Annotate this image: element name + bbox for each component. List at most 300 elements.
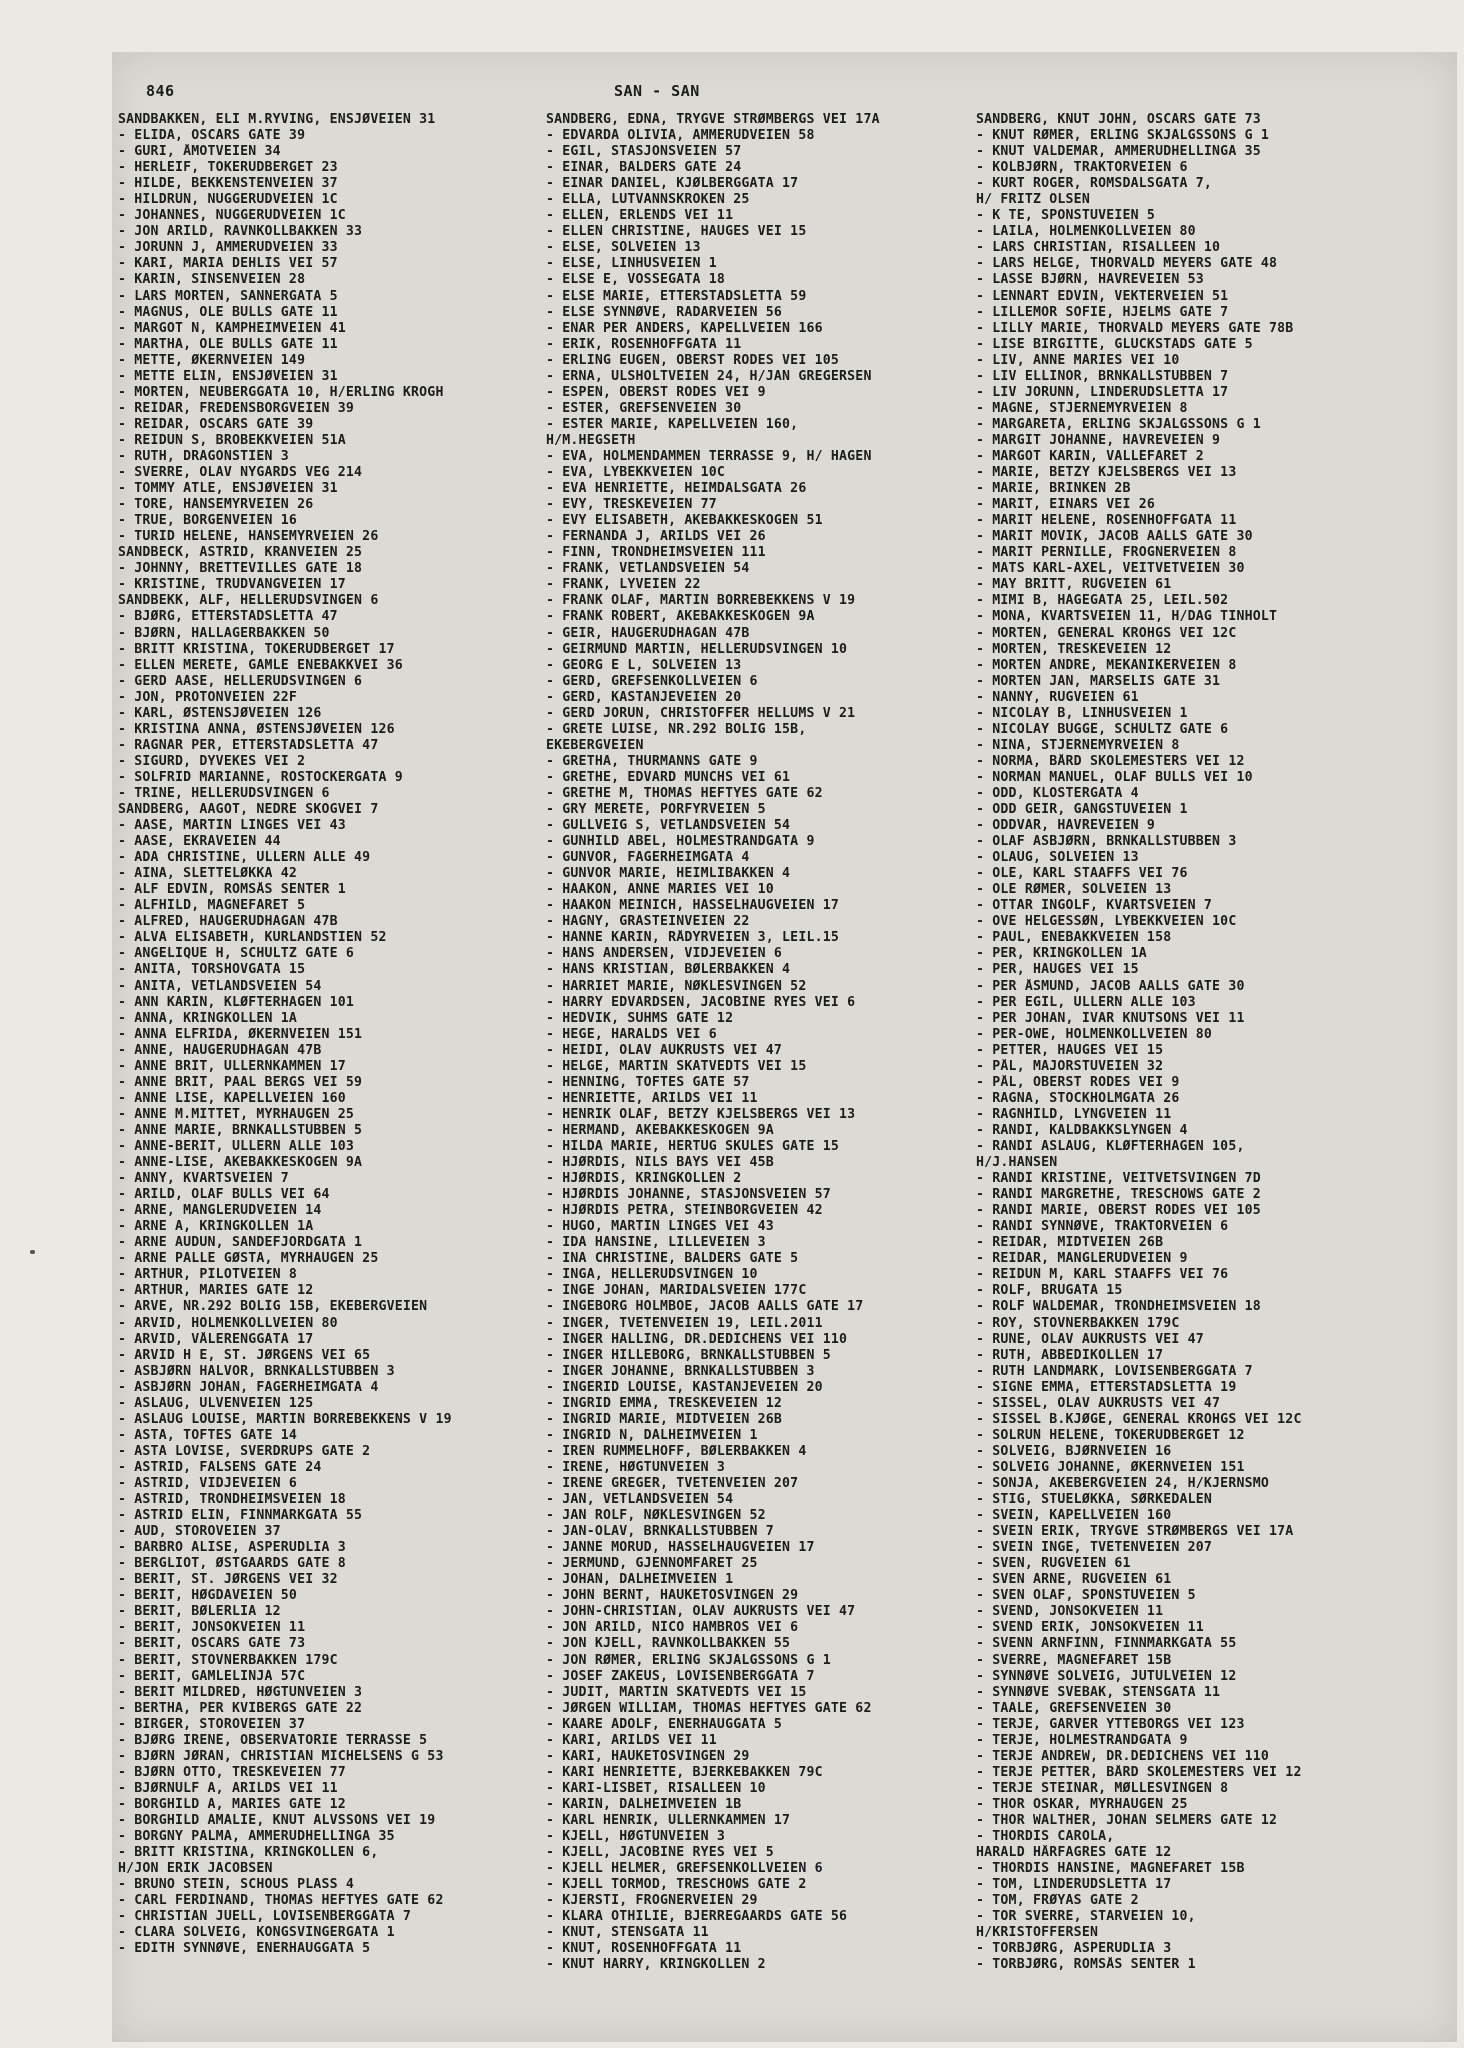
listing-entry: - MARIT MOVIK, JACOB AALLS GATE 30 <box>976 529 1253 545</box>
listing-entry: - INA CHRISTINE, BALDERS GATE 5 <box>546 1251 799 1267</box>
listing-entry: - JORUNN J, AMMERUDVEIEN 33 <box>118 240 338 256</box>
listing-entry: - HJØRDIS JOHANNE, STASJONSVEIEN 57 <box>546 1187 831 1203</box>
listing-entry: - HJØRDIS, KRINGKOLLEN 2 <box>546 1171 742 1187</box>
listing-entry: - GEIRMUND MARTIN, HELLERUDSVINGEN 10 <box>546 641 848 657</box>
listing-entry: - RUTH, DRAGONSTIEN 3 <box>118 448 289 464</box>
listing-entry: - OLAUG, SOLVEIEN 13 <box>976 850 1139 866</box>
listing-entry: - ELLA, LUTVANNSKROKEN 25 <box>546 192 750 208</box>
listing-entry: - LARS HELGE, THORVALD MEYERS GATE 48 <box>976 256 1278 272</box>
listing-entry: - ASLAUG, ULVENVEIEN 125 <box>118 1395 314 1411</box>
listing-entry: - HANS KRISTIAN, BØLERBAKKEN 4 <box>546 962 791 978</box>
listing-entry: SANDBEKK, ALF, HELLERUDSVINGEN 6 <box>118 593 379 609</box>
listing-entry: - EVY ELISABETH, AKEBAKKESKOGEN 51 <box>546 513 823 529</box>
listing-entry: - ANN KARIN, KLØFTERHAGEN 101 <box>118 994 355 1010</box>
listing-entry: - HILDE, BEKKENSTENVEIEN 37 <box>118 176 338 192</box>
listing-entry: - HELGE, MARTIN SKATVEDTS VEI 15 <box>546 1058 807 1074</box>
listing-entry: - ANNE M.MITTET, MYRHAUGEN 25 <box>118 1106 355 1122</box>
listing-entry: - BRITT KRISTINA, TOKERUDBERGET 17 <box>118 641 395 657</box>
listing-entry: - MATS KARL-AXEL, VEITVETVEIEN 30 <box>976 561 1245 577</box>
listing-entry: - AINA, SLETTELØKKA 42 <box>118 866 298 882</box>
listing-entry: - MORTEN, TRESKEVEIEN 12 <box>976 641 1172 657</box>
listing-entry: - ANNE-LISE, AKEBAKKESKOGEN 9A <box>118 1155 363 1171</box>
listing-entry: - SOLVEIG, BJØRNVEIEN 16 <box>976 1443 1172 1459</box>
listing-entry: - PÅL, OBERST RODES VEI 9 <box>976 1074 1180 1090</box>
listing-entry: - REIDAR, OSCARS GATE 39 <box>118 416 314 432</box>
listing-entry: - ELSE, SOLVEIEN 13 <box>546 240 701 256</box>
listing-entry: - KJELL, HØGTUNVEIEN 3 <box>546 1829 726 1845</box>
listing-entry: - ANNE BRIT, ULLERNKAMMEN 17 <box>118 1058 346 1074</box>
listing-entry: - OVE HELGESSØN, LYBEKKVEIEN 10C <box>976 914 1237 930</box>
listing-entry: - KJERSTI, FROGNERVEIEN 29 <box>546 1893 758 1909</box>
listing-entry: - MORTEN, NEUBERGGATA 10, H/ERLING KROGH <box>118 384 444 400</box>
listing-entry: - MORTEN, GENERAL KROHGS VEI 12C <box>976 625 1237 641</box>
listing-entry: - ANITA, TORSHOVGATA 15 <box>118 962 306 978</box>
listing-entry: - SVEN OLAF, SPONSTUVEIEN 5 <box>976 1588 1196 1604</box>
listing-entry: - TOM, FRØYAS GATE 2 <box>976 1893 1139 1909</box>
listing-entry: - ODDVAR, HAVREVEIEN 9 <box>976 818 1156 834</box>
listing-entry: - IRENE GREGER, TVETENVEIEN 207 <box>546 1475 799 1491</box>
listing-entry: - ANGELIQUE H, SCHULTZ GATE 6 <box>118 946 355 962</box>
listing-entry: - LIV, ANNE MARIES VEI 10 <box>976 352 1180 368</box>
listing-entry: - PAUL, ENEBAKKVEIEN 158 <box>976 930 1172 946</box>
listing-entry: - OTTAR INGOLF, KVARTSVEIEN 7 <box>976 898 1213 914</box>
listing-entry: - RANDI ASLAUG, KLØFTERHAGEN 105, <box>976 1139 1245 1154</box>
listing-entry: - ARTHUR, MARIES GATE 12 <box>118 1283 314 1299</box>
listing-entry: - RANDI MARGRETHE, TRESCHOWS GATE 2 <box>976 1187 1261 1203</box>
listing-entry: - NANNY, RUGVEIEN 61 <box>976 689 1139 705</box>
listing-entry: - REIDAR, FREDENSBORGVEIEN 39 <box>118 400 355 416</box>
listing-entry: - REIDAR, MANGLERUDVEIEN 9 <box>976 1251 1188 1267</box>
listing-entry: - HJØRDIS PETRA, STEINBORGVEIEN 42 <box>546 1203 823 1219</box>
listing-entry: - LARS MORTEN, SANNERGATA 5 <box>118 288 338 304</box>
listing-entry: - SVENN ARNFINN, FINNMARKGATA 55 <box>976 1636 1237 1652</box>
listing-entry: - ASTRID, FALSENS GATE 24 <box>118 1459 322 1475</box>
listing-entry: - KURT ROGER, ROMSDALSGATA 7, <box>976 176 1213 192</box>
listing-entry: - KARIN, DALHEIMVEIEN 1B <box>546 1796 742 1812</box>
listing-entry: - ARVID H E, ST. JØRGENS VEI 65 <box>118 1347 371 1363</box>
listing-entry: - ARVID, HOLMENKOLLVEIEN 80 <box>118 1315 338 1331</box>
listing-entry: - JAN, VETLANDSVEIEN 54 <box>546 1492 734 1508</box>
listing-entry: - GERD JORUN, CHRISTOFFER HELLUMS V 21 <box>546 705 856 721</box>
listing-entry: - MARGOT N, KAMPHEIMVEIEN 41 <box>118 320 346 336</box>
listing-entry: - MORTEN ANDRE, MEKANIKERVEIEN 8 <box>976 657 1237 673</box>
listing-entry: - LENNART EDVIN, VEKTERVEIEN 51 <box>976 288 1229 304</box>
listing-entry: - BERIT, STOVNERBAKKEN 179C <box>118 1652 338 1668</box>
listing-entry: - RUTH LANDMARK, LOVISENBERGGATA 7 <box>976 1363 1253 1379</box>
listing-entry: - SISSEL, OLAV AUKRUSTS VEI 47 <box>976 1395 1221 1411</box>
listing-entry: - HERMAND, AKEBAKKESKOGEN 9A <box>546 1122 774 1138</box>
listing-entry: - SVEIN INGE, TVETENVEIEN 207 <box>976 1540 1213 1556</box>
listing-entry: - AASE, MARTIN LINGES VEI 43 <box>118 818 346 834</box>
listing-entry: - JON ARILD, RAVNKOLLBAKKEN 33 <box>118 224 363 240</box>
listing-entry: - BJØRN JØRAN, CHRISTIAN MICHELSENS G 53 <box>118 1748 444 1764</box>
listing-entry: - SOLRUN HELENE, TOKERUDBERGET 12 <box>976 1427 1245 1443</box>
listing-entry: - ARNE, MANGLERUDVEIEN 14 <box>118 1203 322 1219</box>
listing-entry: - BERIT, HØGDAVEIEN 50 <box>118 1588 298 1604</box>
listing-entry: - MARIE, BETZY KJELSBERGS VEI 13 <box>976 465 1237 481</box>
listing-entry: - KJELL TORMOD, TRESCHOWS GATE 2 <box>546 1877 807 1893</box>
listing-entry: - HENNING, TOFTES GATE 57 <box>546 1074 750 1090</box>
listing-entry: - TOM, LINDERUDSLETTA 17 <box>976 1877 1172 1893</box>
listing-entry: H/M.HEGSETH <box>546 432 636 448</box>
listing-entry: - RAGNAR PER, ETTERSTADSLETTA 47 <box>118 737 379 753</box>
listing-entry: - JON RØMER, ERLING SKJALGSSONS G 1 <box>546 1652 831 1668</box>
listing-entry: - ERLING EUGEN, OBERST RODES VEI 105 <box>546 352 840 368</box>
listing-entry: - TERJE PETTER, BÅRD SKOLEMESTERS VEI 12 <box>976 1764 1302 1780</box>
listing-entry: - TERJE, GARVER YTTEBORGS VEI 123 <box>976 1716 1245 1732</box>
listing-entry: - INGA, HELLERUDSVINGEN 10 <box>546 1267 758 1283</box>
listing-entry: H/JON ERIK JACOBSEN <box>118 1861 273 1877</box>
listing-entry: - PER EGIL, ULLERN ALLE 103 <box>976 994 1196 1010</box>
listing-entry: - BERTHA, PER KVIBERGS GATE 22 <box>118 1700 363 1716</box>
listing-entry: - KNUT VALDEMAR, AMMERUDHELLINGA 35 <box>976 144 1261 160</box>
listing-entry: H/J.HANSEN <box>976 1155 1058 1171</box>
listing-entry: - EGIL, STASJONSVEIEN 57 <box>546 144 742 160</box>
listing-entry: - AASE, EKRAVEIEN 44 <box>118 834 281 850</box>
listing-entry: - ELLEN, ERLENDS VEI 11 <box>546 208 734 224</box>
listing-entry: - ELSE, LINHUSVEIEN 1 <box>546 256 717 272</box>
listing-entry: - ODD GEIR, GANGSTUVEIEN 1 <box>976 802 1188 818</box>
listing-entry: - SVERRE, OLAV NYGARDS VEG 214 <box>118 465 363 481</box>
listing-entry: - INGRID EMMA, TRESKEVEIEN 12 <box>546 1395 783 1411</box>
listing-entry: - MARTHA, OLE BULLS GATE 11 <box>118 336 338 352</box>
listing-entry: - ELSE E, VOSSEGATA 18 <box>546 272 726 288</box>
listing-entry: - OLAF ASBJØRN, BRNKALLSTUBBEN 3 <box>976 834 1237 850</box>
listing-entry: - MORTEN JAN, MARSELIS GATE 31 <box>976 673 1221 689</box>
listing-entry: - GEORG E L, SOLVEIEN 13 <box>546 657 742 673</box>
listing-entry: - RUTH, ABBEDIKOLLEN 17 <box>976 1347 1164 1363</box>
listing-entry: - JOSEF ZAKEUS, LOVISENBERGGATA 7 <box>546 1668 815 1684</box>
listing-entry: - ASBJØRN JOHAN, FAGERHEIMGATA 4 <box>118 1379 379 1395</box>
listing-entry: - FRANK, LYVEIEN 22 <box>546 577 701 593</box>
listing-entry: - HANNE KARIN, RÅDYRVEIEN 3, LEIL.15 <box>546 930 840 946</box>
listing-entry: - KARL HENRIK, ULLERNKAMMEN 17 <box>546 1812 791 1828</box>
column-left <box>118 112 508 1957</box>
listing-entry: - BIRGER, STOROVEIEN 37 <box>118 1716 306 1732</box>
listing-entry: - SOLFRID MARIANNE, ROSTOCKERGATA 9 <box>118 769 403 785</box>
listing-entry: HARALD HÅRFAGRES GATE 12 <box>976 1845 1172 1861</box>
listing-entry: - KJELL HELMER, GREFSENKOLLVEIEN 6 <box>546 1861 823 1877</box>
listing-entry: - KARI, HAUKETOSVINGEN 29 <box>546 1748 750 1764</box>
listing-entry: - SISSEL B.KJØGE, GENERAL KROHGS VEI 12C <box>976 1411 1302 1427</box>
listing-entry: - ANNA ELFRIDA, ØKERNVEIEN 151 <box>118 1026 363 1042</box>
listing-entry: - ELLEN CHRISTINE, HAUGES VEI 15 <box>546 224 807 240</box>
listing-entry: SANDBERG, AAGOT, NEDRE SKOGVEI 7 <box>118 802 379 818</box>
listing-entry: - ASTA, TOFTES GATE 14 <box>118 1427 298 1443</box>
listing-entry: - RANDI KRISTINE, VEITVETSVINGEN 7D <box>976 1171 1261 1187</box>
page-number: 846 <box>146 82 175 100</box>
listing-entry: - GRY MERETE, PORFYRVEIEN 5 <box>546 802 766 818</box>
listing-entry: - INGRID N, DALHEIMVEIEN 1 <box>546 1427 758 1443</box>
listing-entry: - GUNVOR MARIE, HEIMLIBAKKEN 4 <box>546 866 791 882</box>
listing-entry: - ELIDA, OSCARS GATE 39 <box>118 128 306 144</box>
listing-entry: - ESPEN, OBERST RODES VEI 9 <box>546 384 766 400</box>
listing-entry: - RAGNHILD, LYNGVEIEN 11 <box>976 1106 1172 1122</box>
listing-entry: - INGERID LOUISE, KASTANJEVEIEN 20 <box>546 1379 823 1395</box>
listing-entry: - HAAKON MEINICH, HASSELHAUGVEIEN 17 <box>546 898 840 914</box>
listing-entry: - ASBJØRN HALVOR, BRNKALLSTUBBEN 3 <box>118 1363 395 1379</box>
listing-entry: - METTE ELIN, ENSJØVEIEN 31 <box>118 368 338 384</box>
listing-entry: - JON ARILD, NICO HAMBROS VEI 6 <box>546 1620 799 1636</box>
listing-entry: - OLE RØMER, SOLVEIEN 13 <box>976 882 1172 898</box>
listing-entry: - TAALE, GREFSENVEIEN 30 <box>976 1700 1172 1716</box>
listing-entry: - INGER HALLING, DR.DEDICHENS VEI 110 <box>546 1331 848 1347</box>
listing-entry: - INGEBORG HOLMBOE, JACOB AALLS GATE 17 <box>546 1299 864 1315</box>
listing-entry: - PER JOHAN, IVAR KNUTSONS VEI 11 <box>976 1010 1245 1026</box>
listing-entry: - HENRIK OLAF, BETZY KJELSBERGS VEI 13 <box>546 1106 856 1122</box>
listing-entry: - RAGNA, STOCKHOLMGATA 26 <box>976 1090 1180 1106</box>
listing-entry: - MAGNE, STJERNEMYRVEIEN 8 <box>976 400 1188 416</box>
listing-entry: - GRETHE M, THOMAS HEFTYES GATE 62 <box>546 785 823 801</box>
listing-entry: - KARI, ARILDS VEI 11 <box>546 1732 717 1748</box>
listing-entry: - RUNE, OLAV AUKRUSTS VEI 47 <box>976 1331 1204 1347</box>
listing-entry: - FRANK OLAF, MARTIN BORREBEKKENS V 19 <box>546 593 856 609</box>
listing-entry: - ANNE LISE, KAPELLVEIEN 160 <box>118 1090 346 1106</box>
listing-entry: - MARIE, BRINKEN 2B <box>976 481 1131 497</box>
listing-entry: - NORMAN MANUEL, OLAF BULLS VEI 10 <box>976 769 1253 785</box>
listing-entry: - LARS CHRISTIAN, RISALLEEN 10 <box>976 240 1221 256</box>
listing-entry: - K TE, SPONSTUVEIEN 5 <box>976 208 1156 224</box>
listing-entry: - ROLF WALDEMAR, TRONDHEIMSVEIEN 18 <box>976 1299 1261 1315</box>
listing-entry: - TERJE ANDREW, DR.DEDICHENS VEI 110 <box>976 1748 1270 1764</box>
listing-entry: - THOR WALTHER, JOHAN SELMERS GATE 12 <box>976 1812 1278 1828</box>
listing-entry: - NICOLAY BUGGE, SCHULTZ GATE 6 <box>976 721 1229 737</box>
listing-entry: - INGER, TVETENVEIEN 19, LEIL.2011 <box>546 1315 823 1331</box>
listing-entry: - EVY, TRESKEVEIEN 77 <box>546 497 717 513</box>
listing-entry: - ERNA, ULSHOLTVEIEN 24, H/JAN GREGERSEN <box>546 368 872 384</box>
listing-entry: - ANNE, HAUGERUDHAGAN 47B <box>118 1042 322 1058</box>
listing-entry: - ANNE BRIT, PAAL BERGS VEI 59 <box>118 1074 363 1090</box>
listing-entry: - KNUT RØMER, ERLING SKJALGSSONS G 1 <box>976 128 1270 144</box>
listing-entry: - GRETHE, EDVARD MUNCHS VEI 61 <box>546 769 791 785</box>
listing-entry: - HILDA MARIE, HERTUG SKULES GATE 15 <box>546 1139 840 1154</box>
listing-entry: - LIV JORUNN, LINDERUDSLETTA 17 <box>976 384 1229 400</box>
listing-entry: - RANDI SYNNØVE, TRAKTORVEIEN 6 <box>976 1219 1229 1235</box>
listing-entry: - THORDIS CAROLA, <box>976 1829 1115 1845</box>
listing-entry: - ODD, KLOSTERGATA 4 <box>976 785 1139 801</box>
listing-entry: - TRINE, HELLERUDSVINGEN 6 <box>118 785 330 801</box>
listing-entry: - ELSE MARIE, ETTERSTADSLETTA 59 <box>546 288 807 304</box>
listing-entry: - MARIT, EINARS VEI 26 <box>976 497 1156 513</box>
listing-entry: - HEIDI, OLAV AUKRUSTS VEI 47 <box>546 1042 783 1058</box>
listing-entry: - JOHNNY, BRETTEVILLES GATE 18 <box>118 561 363 577</box>
listing-entry: - ARNE AUDUN, SANDEFJORDGATA 1 <box>118 1235 363 1251</box>
listing-entry: - KLARA OTHILIE, BJERREGAARDS GATE 56 <box>546 1909 848 1925</box>
listing-entry: - BORGHILD A, MARIES GATE 12 <box>118 1796 346 1812</box>
listing-entry: - BORGNY PALMA, AMMERUDHELLINGA 35 <box>118 1829 395 1845</box>
listing-entry: - ASTA LOVISE, SVERDRUPS GATE 2 <box>118 1443 371 1459</box>
listing-entry: - TOMMY ATLE, ENSJØVEIEN 31 <box>118 481 338 497</box>
listing-entry: - HUGO, MARTIN LINGES VEI 43 <box>546 1219 774 1235</box>
listing-entry: - EDVARDA OLIVIA, AMMERUDVEIEN 58 <box>546 128 815 144</box>
listing-entry: - ALF EDVIN, ROMSÅS SENTER 1 <box>118 882 346 898</box>
listing-entry: - GRETHA, THURMANNS GATE 9 <box>546 753 758 769</box>
listing-entry: - JON, PROTONVEIEN 22F <box>118 689 298 705</box>
listing-entry: - LAILA, HOLMENKOLLVEIEN 80 <box>976 224 1196 240</box>
listing-entry: - KRISTINE, TRUDVANGVEIEN 17 <box>118 577 346 593</box>
listing-entry: - ALVA ELISABETH, KURLANDSTIEN 52 <box>118 930 387 946</box>
listing-entry: - SVEND, JONSOKVEIEN 11 <box>976 1604 1164 1620</box>
listing-entry: - IREN RUMMELHOFF, BØLERBAKKEN 4 <box>546 1443 807 1459</box>
listing-entry: - SVEIN ERIK, TRYGVE STRØMBERGS VEI 17A <box>976 1524 1294 1540</box>
listing-entry: - SIGURD, DYVEKES VEI 2 <box>118 753 306 769</box>
listing-entry: - KNUT HARRY, KRINGKOLLEN 2 <box>546 1957 766 1973</box>
listing-entry: - HAAKON, ANNE MARIES VEI 10 <box>546 882 774 898</box>
listing-entry: - ANNE-BERIT, ULLERN ALLE 103 <box>118 1139 355 1154</box>
listing-entry: - HANS ANDERSEN, VIDJEVEIEN 6 <box>546 946 783 962</box>
listing-entry: - TERJE STEINAR, MØLLESVINGEN 8 <box>976 1780 1229 1796</box>
listing-entry: - THORDIS HANSINE, MAGNEFARET 15B <box>976 1861 1245 1877</box>
listing-entry: - SONJA, AKEBERGVEIEN 24, H/KJERNSMO <box>976 1475 1270 1491</box>
listing-entry: - IRENE, HØGTUNVEIEN 3 <box>546 1459 726 1475</box>
listing-entry: H/ FRITZ OLSEN <box>976 192 1090 208</box>
listing-entry: SANDBAKKEN, ELI M.RYVING, ENSJØVEIEN 31 <box>118 112 436 127</box>
listing-entry: - JOHN BERNT, HAUKETOSVINGEN 29 <box>546 1588 799 1604</box>
listing-entry: - ESTER, GREFSENVEIEN 30 <box>546 400 742 416</box>
listing-entry: - REIDUN S, BROBEKKVEIEN 51A <box>118 432 346 448</box>
listing-entry: - KARL, ØSTENSJØVEIEN 126 <box>118 705 322 721</box>
listing-entry: - ARNE PALLE GØSTA, MYRHAUGEN 25 <box>118 1251 379 1267</box>
listing-entry: - FERNANDA J, ARILDS VEI 26 <box>546 529 766 545</box>
listing-entry: - NINA, STJERNEMYRVEIEN 8 <box>976 737 1180 753</box>
listing-entry: - ELSE SYNNØVE, RADARVEIEN 56 <box>546 304 783 320</box>
listing-entry: - STIG, STUELØKKA, SØRKEDALEN <box>976 1492 1213 1508</box>
listing-entry: - INGE JOHAN, MARIDALSVEIEN 177C <box>546 1283 807 1299</box>
listing-entry: - THOR OSKAR, MYRHAUGEN 25 <box>976 1796 1188 1812</box>
listing-entry: H/KRISTOFFERSEN <box>976 1925 1099 1941</box>
listing-entry: - IDA HANSINE, LILLEVEIEN 3 <box>546 1235 766 1251</box>
listing-entry: - ANNY, KVARTSVEIEN 7 <box>118 1171 289 1187</box>
listing-entry: SANDBERG, KNUT JOHN, OSCARS GATE 73 <box>976 112 1261 127</box>
listing-entry: - FINN, TRONDHEIMSVEIEN 111 <box>546 545 766 561</box>
listing-entry: - HJØRDIS, NILS BAYS VEI 45B <box>546 1155 774 1171</box>
listing-entry: - TRUE, BORGENVEIEN 16 <box>118 513 298 529</box>
listing-entry: - GERD AASE, HELLERUDSVINGEN 6 <box>118 673 363 689</box>
listing-entry: - JØRGEN WILLIAM, THOMAS HEFTYES GATE 62 <box>546 1700 872 1716</box>
listing-entry: - TERJE, HOLMESTRANDGATA 9 <box>976 1732 1188 1748</box>
listing-entry: - EINAR DANIEL, KJØLBERGGATA 17 <box>546 176 799 192</box>
listing-entry: - BJØRG IRENE, OBSERVATORIE TERRASSE 5 <box>118 1732 428 1748</box>
listing-entry: - BJØRN OTTO, TRESKEVEIEN 77 <box>118 1764 346 1780</box>
listing-entry: - ROY, STOVNERBAKKEN 179C <box>976 1315 1180 1331</box>
listing-entry: - BORGHILD AMALIE, KNUT ALVSSONS VEI 19 <box>118 1812 436 1828</box>
listing-entry: EKEBERGVEIEN <box>546 737 644 753</box>
listing-entry: - GUNHILD ABEL, HOLMESTRANDGATA 9 <box>546 834 815 850</box>
listing-entry: - SVEN ARNE, RUGVEIEN 61 <box>976 1572 1172 1588</box>
listing-entry: - ASLAUG LOUISE, MARTIN BORREBEKKENS V 19 <box>118 1411 452 1427</box>
listing-entry: - JANNE MORUD, HASSELHAUGVEIEN 17 <box>546 1540 815 1556</box>
listing-entry: - EVA, LYBEKKVEIEN 10C <box>546 465 726 481</box>
listing-entry: - OLE, KARL STAAFFS VEI 76 <box>976 866 1188 882</box>
column-right <box>976 112 1378 1973</box>
listing-entry: - BERIT MILDRED, HØGTUNVEIEN 3 <box>118 1684 363 1700</box>
listing-entry: - HERLEIF, TOKERUDBERGET 23 <box>118 160 338 176</box>
listing-entry: - ERIK, ROSENHOFFGATA 11 <box>546 336 742 352</box>
listing-entry: - HENRIETTE, ARILDS VEI 11 <box>546 1090 758 1106</box>
listing-entry: - ASTRID ELIN, FINNMARKGATA 55 <box>118 1508 363 1524</box>
listing-entry: - SVEIN, KAPELLVEIEN 160 <box>976 1508 1172 1524</box>
listing-entry: - FRANK, VETLANDSVEIEN 54 <box>546 561 750 577</box>
listing-entry: - BJØRG, ETTERSTADSLETTA 47 <box>118 609 338 625</box>
listing-entry: - SYNNØVE SOLVEIG, JUTULVEIEN 12 <box>976 1668 1237 1684</box>
listing-entry: - ESTER MARIE, KAPELLVEIEN 160, <box>546 416 799 432</box>
listing-entry: - SVEN, RUGVEIEN 61 <box>976 1556 1131 1572</box>
listing-entry: - EVA HENRIETTE, HEIMDALSGATA 26 <box>546 481 807 497</box>
listing-entry: - FRANK ROBERT, AKEBAKKESKOGEN 9A <box>546 609 815 625</box>
listing-entry: - ALFHILD, MAGNEFARET 5 <box>118 898 306 914</box>
listing-entry: - KNUT, STENSGATA 11 <box>546 1925 709 1941</box>
listing-entry: - INGER JOHANNE, BRNKALLSTUBBEN 3 <box>546 1363 815 1379</box>
listing-entry: - LISE BIRGITTE, GLÜCKSTADS GATE 5 <box>976 336 1253 352</box>
listing-entry: - GERD, KASTANJEVEIEN 20 <box>546 689 742 705</box>
listing-entry: - SVEND ERIK, JONSOKVEIEN 11 <box>976 1620 1204 1636</box>
listing-entry: - JON KJELL, RAVNKOLLBAKKEN 55 <box>546 1636 791 1652</box>
listing-entry: - SIGNE EMMA, ETTERSTADSLETTA 19 <box>976 1379 1237 1395</box>
listing-entry: - MARIT HELENE, ROSENHOFFGATA 11 <box>976 513 1237 529</box>
listing-entry: - KARIN, SINSENVEIEN 28 <box>118 272 306 288</box>
listing-entry: - JAN-OLAV, BRNKALLSTUBBEN 7 <box>546 1524 774 1540</box>
listing-entry: - ARILD, OLAF BULLS VEI 64 <box>118 1187 330 1203</box>
listing-entry: - KJELL, JACOBINE RYES VEI 5 <box>546 1845 774 1861</box>
listing-entry: - TURID HELENE, HANSEMYRVEIEN 26 <box>118 529 379 545</box>
listing-entry: - LILLEMOR SOFIE, HJELMS GATE 7 <box>976 304 1229 320</box>
listing-entry: - LILLY MARIE, THORVALD MEYERS GATE 78B <box>976 320 1294 336</box>
listing-entry: - ALFRED, HAUGERUDHAGAN 47B <box>118 914 338 930</box>
listing-entry: - ROLF, BRUGATA 15 <box>976 1283 1123 1299</box>
listing-entry: - CLARA SOLVEIG, KONGSVINGERGATA 1 <box>118 1925 395 1941</box>
listing-entry: - REIDUN M, KARL STAAFFS VEI 76 <box>976 1267 1229 1283</box>
listing-entry: - HAGNY, GRASTEINVEIEN 22 <box>546 914 750 930</box>
listing-entry: - GURI, ÅMOTVEIEN 34 <box>118 144 281 160</box>
listing-entry: - ASTRID, TRONDHEIMSVEIEN 18 <box>118 1492 346 1508</box>
page-range-heading: SAN - SAN <box>614 82 700 100</box>
listing-entry: - HARRY EDVARDSEN, JACOBINE RYES VEI 6 <box>546 994 856 1010</box>
listing-entry: - HEGE, HARALDS VEI 6 <box>546 1026 717 1042</box>
print-speck <box>30 1250 35 1254</box>
listing-entry: - REIDAR, MIDTVEIEN 26B <box>976 1235 1164 1251</box>
listing-entry: SANDBECK, ASTRID, KRANVEIEN 25 <box>118 545 363 561</box>
listing-entry: - ANITA, VETLANDSVEIEN 54 <box>118 978 322 994</box>
listing-entry: - MONA, KVARTSVEIEN 11, H/DAG TINHOLT <box>976 609 1278 625</box>
listing-entry: - SVERRE, MAGNEFARET 15B <box>976 1652 1172 1668</box>
listing-entry: - BJØRN, HALLAGERBAKKEN 50 <box>118 625 330 641</box>
listing-entry: - GEIR, HAUGERUDHAGAN 47B <box>546 625 750 641</box>
listing-entry: - KARI-LISBET, RISALLEEN 10 <box>546 1780 766 1796</box>
listing-entry: - MIMI B, HAGEGATA 25, LEIL.502 <box>976 593 1229 609</box>
listing-entry: - GERD, GREFSENKOLLVEIEN 6 <box>546 673 758 689</box>
listing-entry: - EVA, HOLMENDAMMEN TERRASSE 9, H/ HAGEN <box>546 448 872 464</box>
listing-entry: - MARIT PERNILLE, FROGNERVEIEN 8 <box>976 545 1237 561</box>
listing-entry: - ANNE MARIE, BRNKALLSTUBBEN 5 <box>118 1122 363 1138</box>
listing-entry: - RANDI, KALDBAKKSLYNGEN 4 <box>976 1122 1188 1138</box>
listing-entry: - BERIT, OSCARS GATE 73 <box>118 1636 306 1652</box>
listing-entry: - KOLBJØRN, TRAKTORVEIEN 6 <box>976 160 1188 176</box>
listing-entry: - MARGARETA, ERLING SKJALGSSONS G 1 <box>976 416 1261 432</box>
listing-entry: - RANDI MARIE, OBERST RODES VEI 105 <box>976 1203 1261 1219</box>
listing-entry: - PER, HAUGES VEI 15 <box>976 962 1139 978</box>
listing-entry: - SYNNØVE SVEBAK, STENSGATA 11 <box>976 1684 1221 1700</box>
listing-entry: - NICOLAY B, LINHUSVEIEN 1 <box>976 705 1188 721</box>
listing-entry: - LIV ELLINOR, BRNKALLSTUBBEN 7 <box>976 368 1229 384</box>
listing-entry: - HARRIET MARIE, NØKLESVINGEN 52 <box>546 978 807 994</box>
listing-entry: - ASTRID, VIDJEVEIEN 6 <box>118 1475 298 1491</box>
listing-entry: - GRETE LUISE, NR.292 BOLIG 15B, <box>546 721 807 737</box>
listing-entry: - BJØRNULF A, ARILDS VEI 11 <box>118 1780 338 1796</box>
listing-entry: - ARVID, VÅLERENGGATA 17 <box>118 1331 314 1347</box>
listing-entry: - KARI HENRIETTE, BJERKEBAKKEN 79C <box>546 1764 823 1780</box>
listing-entry: - AUD, STOROVEIEN 37 <box>118 1524 281 1540</box>
listing-entry: - BERIT, BØLERLIA 12 <box>118 1604 281 1620</box>
